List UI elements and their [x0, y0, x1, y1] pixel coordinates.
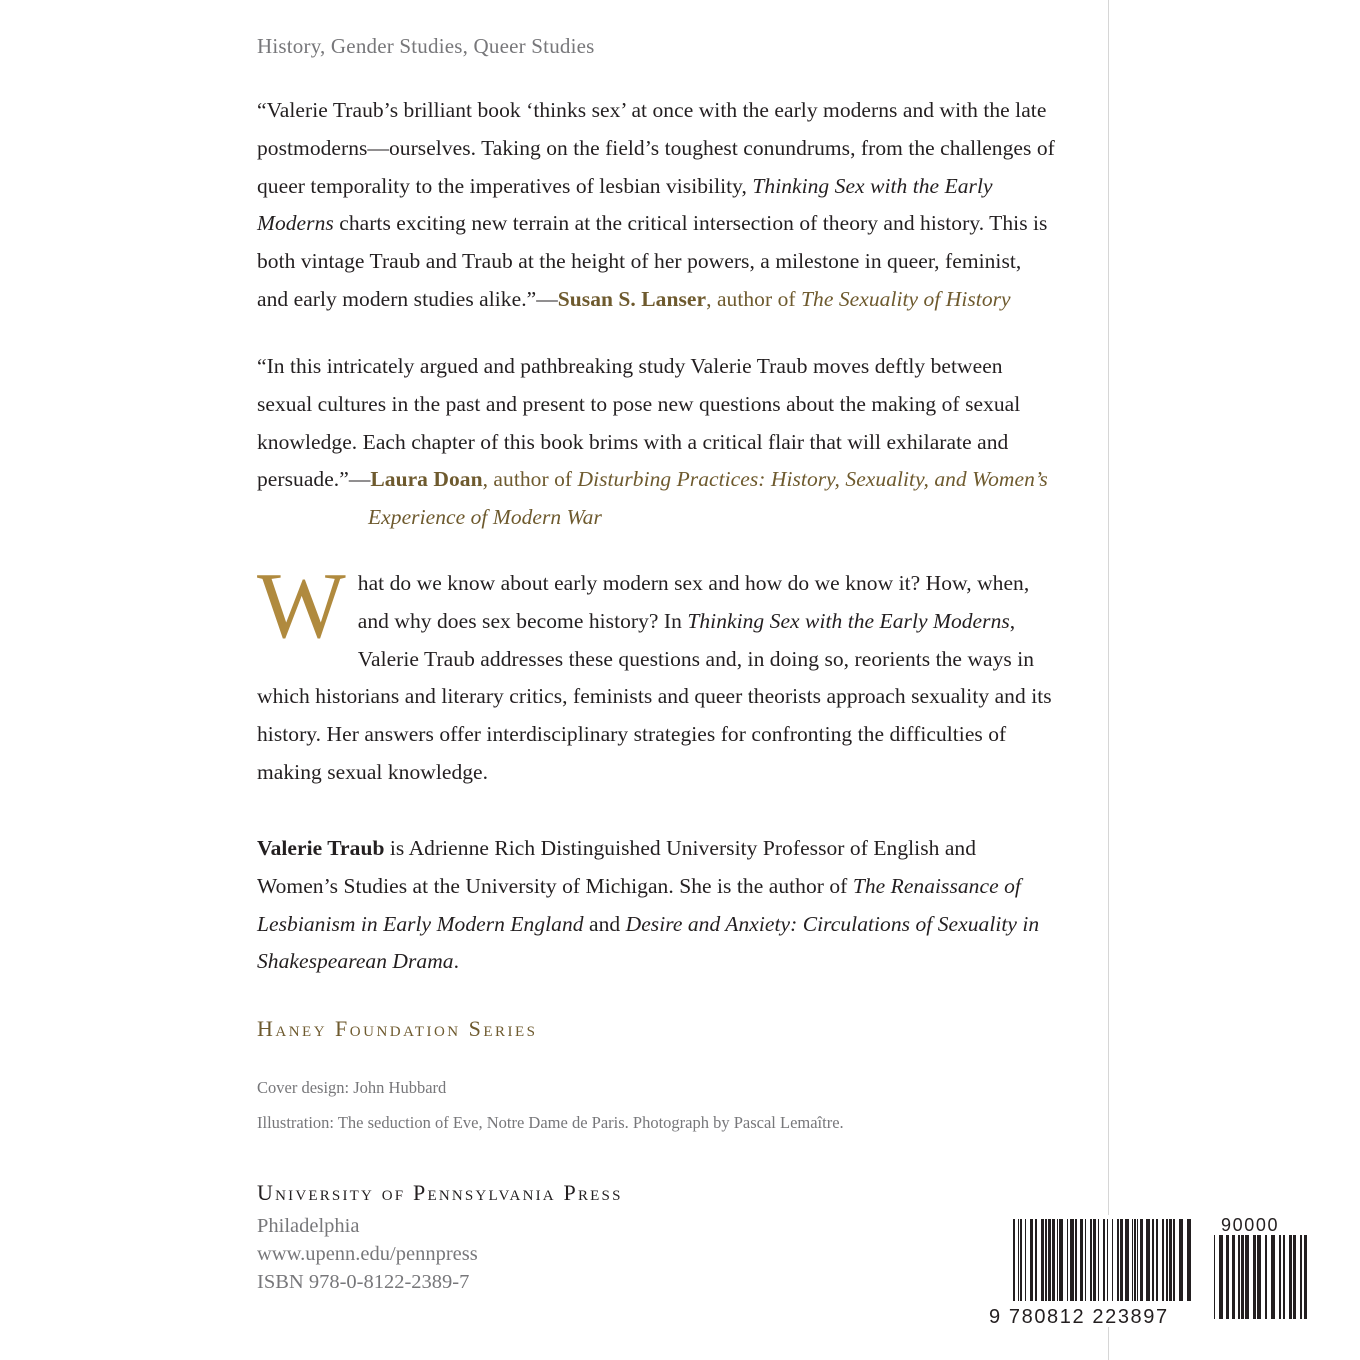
blurb-author-book-continued — [257, 505, 602, 529]
blurb-text: “In this intricately argued and pathbreaking study Valerie Traub moves deftly between sexual cultures in the past and present to pose new questions about the making of sexual knowledge. Each chapter of this book brims with a critical flair that will exhilarate and persuade.”— — [257, 354, 1021, 492]
description-text: , Valerie Traub addresses these questions and, in doing so, reorients the ways in which historians and literary critics, feminists and queer theorists approach sexuality and its history. Her answers offer interdisciplinary strategies for confronting the difficulties of making sexual knowledge. — [257, 608, 1052, 784]
author-bio — [257, 830, 1057, 981]
barcode-addon-bars — [1214, 1235, 1307, 1319]
barcode-digits: 9 780812 223897 — [989, 1306, 1169, 1327]
blurb-author-of: , author of — [482, 467, 578, 492]
blurb-author-book: Experience of Modern War — [368, 505, 602, 530]
bio-book-title: The Renaissance of Lesbianism in Early Modern England — [257, 873, 1021, 936]
blurb-author: Susan S. Lanser — [557, 286, 707, 311]
cover-design-credit: Cover design: John Hubbard — [257, 1078, 447, 1097]
isbn: ISBN 978-0-8122-2389-7 — [257, 1271, 470, 1293]
series-name: Haney Foundation Series — [257, 1016, 538, 1041]
blurb-doan — [257, 348, 1057, 537]
bio-text: . — [453, 949, 460, 974]
bio-text: is Adrienne Rich Distinguished University Professor of English and Women’s Studies at the University of Michigan. She is the author of — [257, 836, 977, 898]
spine-edge — [1108, 0, 1109, 1360]
blurb-author-book: The Sexuality of History — [801, 286, 1011, 311]
publisher-city: Philadelphia — [257, 1215, 360, 1237]
author-name: Valerie Traub — [257, 836, 385, 860]
illustration-credit: Illustration: The seduction of Eve, Notre Dame de Paris. Photograph by Pascal Lemaître. — [257, 1113, 844, 1132]
blurb-text: “Valerie Traub’s brilliant book ‘thinks sex’ at once with the early moderns and with the late postmoderns—ourselves. Taking on the field’s toughest conundrums, from the challenges of queer temporality to the imperatives of lesbian visibility, — [257, 98, 1055, 198]
blurb-author-of: , author of — [706, 286, 802, 311]
publisher-name: University of Pennsylvania Press — [257, 1180, 623, 1205]
blurb-text: charts exciting new terrain at the critical intersection of theory and history. This is both vintage Traub and Traub at the height of her powers, a milestone in queer, feminist, and early modern studies alike.”— — [257, 211, 1048, 311]
drop-cap: W — [257, 554, 346, 658]
blurb-book-title: Thinking Sex with the Early Moderns — [257, 173, 993, 236]
isbn-barcode — [987, 1215, 1317, 1327]
subject-category: History, Gender Studies, Queer Studies — [257, 34, 595, 58]
blurb-lanser — [257, 92, 1057, 319]
description-book-title: Thinking Sex with the Early Moderns — [687, 608, 1010, 633]
book-description — [257, 554, 1057, 792]
blurb-author-book: Disturbing Practices: History, Sexuality, and Women’s — [577, 467, 1048, 492]
barcode-addon-digits: 90000 — [1221, 1215, 1280, 1235]
bio-book-title: Desire and Anxiety: Circulations of Sexuality in Shakespearean Drama — [257, 911, 1040, 974]
publisher-url: www.upenn.edu/pennpress — [257, 1243, 478, 1265]
description-text: hat do we know about early modern sex and how do we know it? How, when, and why does sex become history? In — [357, 571, 1030, 633]
blurb-author: Laura Doan — [370, 467, 483, 492]
bio-text: and — [583, 911, 626, 936]
